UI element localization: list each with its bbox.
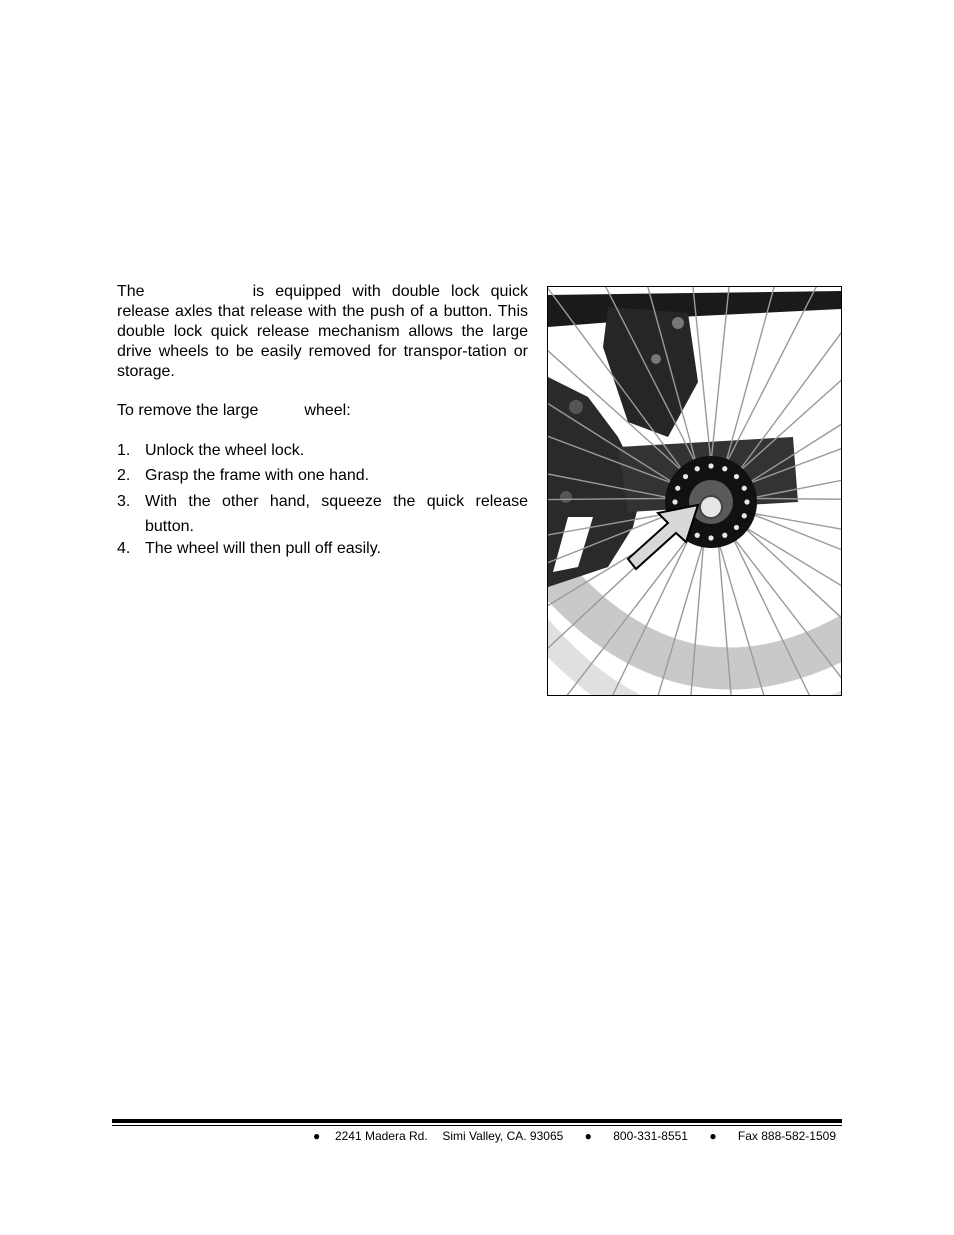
step-text: With the other hand, squeeze the quick release button. xyxy=(145,493,528,535)
bullet-icon: ● xyxy=(584,1129,592,1143)
footer-city: Simi Valley, CA. 93065 xyxy=(442,1129,564,1143)
footer-phone: 800-331-8551 xyxy=(613,1129,688,1143)
step-number: 3. xyxy=(117,493,131,510)
step-text: Grasp the frame with one hand. xyxy=(145,467,370,484)
wheel-hub-photo xyxy=(547,286,842,696)
intro-rest: is equipped with double lock quick release axles that release with the push of a button. This double lock quick release mechanism allows the large drive wheels to be easily removed for transpor-tation or storage. xyxy=(117,283,528,380)
footer-rule-thin xyxy=(112,1125,842,1126)
step-item xyxy=(117,466,528,486)
intro-start: The xyxy=(117,283,145,300)
wheel-hub-icon xyxy=(548,287,841,695)
footer-street: 2241 Madera Rd. xyxy=(334,1129,428,1143)
bullet-icon: ● xyxy=(313,1129,321,1143)
step-number: 4. xyxy=(117,540,131,557)
main-text xyxy=(117,282,528,564)
footer-fax: Fax 888-582-1509 xyxy=(737,1129,836,1143)
subhead-end: wheel: xyxy=(304,402,351,419)
steps-list xyxy=(117,441,528,559)
instructions-heading xyxy=(117,401,528,421)
footer-contact xyxy=(300,1129,836,1143)
intro-paragraph xyxy=(117,282,528,382)
step-number: 2. xyxy=(117,467,131,484)
step-item xyxy=(117,539,528,559)
step-item xyxy=(117,441,528,461)
step-text: The wheel will then pull off easily. xyxy=(145,540,381,557)
subhead-start: To remove the large xyxy=(117,402,259,419)
step-item xyxy=(117,489,528,539)
footer-rule xyxy=(112,1119,842,1123)
step-number: 1. xyxy=(117,442,131,459)
step-text: Unlock the wheel lock. xyxy=(145,442,305,459)
bullet-icon: ● xyxy=(709,1129,717,1143)
